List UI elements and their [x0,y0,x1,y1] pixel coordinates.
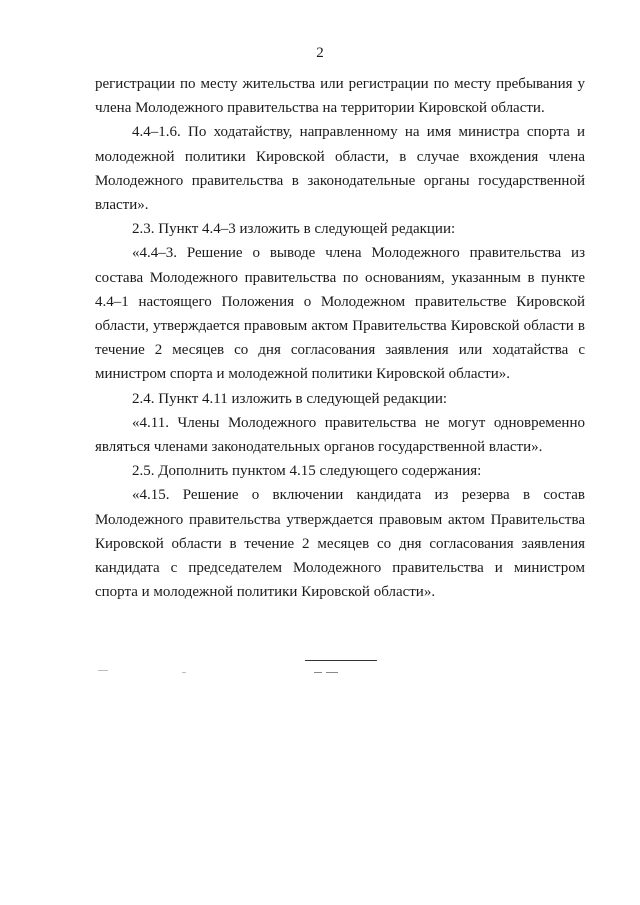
paragraph-clause-4-11: «4.11. Члены Молодежного правительства не могут одновременно являться членами законодательных органов государственной власти». [95,414,585,456]
paragraph-item-2-3: 2.3. Пункт 4.4–3 изложить в следующей редакции: [132,221,456,238]
end-of-text-line [305,660,377,661]
scan-artifact-mark [98,670,108,671]
document-body [95,72,585,604]
page-number: 2 [316,45,324,61]
paragraph-item-2-4: 2.4. Пункт 4.11 изложить в следующей редакции: [132,390,448,407]
end-dash-mark [326,672,338,673]
paragraph-clause-4-4-1-6: 4.4–1.6. По ходатайству, направленному на имя министра спорта и молодежной политики Кировской области, в случае вхождения члена Молодежного правительства в законодательные органы государственной власти». [95,124,585,214]
paragraph-continuation: регистрации по месту жительства или регистрации по месту пребывания у члена Молодежного правительства на территории Кировской области. [95,76,585,117]
paragraph-clause-4-15: «4.15. Решение о включении кандидата из резерва в состав Молодежного правительства утверждается правовым актом Правительства Кировской области в течение 2 месяцев со дня согласования заявления кандидата с председателем Молодежного правительства и министром спорта и молодежной политики Кировской области». [95,487,585,601]
paragraph-item-2-5: 2.5. Дополнить пунктом 4.15 следующего содержания: [132,463,482,480]
end-dash-mark [314,672,322,673]
paragraph-clause-4-4-3: «4.4–3. Решение о выводе члена Молодежного правительства из состава Молодежного правительства по основаниям, указанным в пункте 4.4–1 настоящего Положения о Молодежном правительстве Кировской области, утверждается правовым актом Правительства Кировской области в течение 2 месяцев со дня согласования заявления или ходатайства с министром спорта и молодежной политики Кировской области». [95,245,585,383]
scan-artifact-mark [182,672,186,673]
